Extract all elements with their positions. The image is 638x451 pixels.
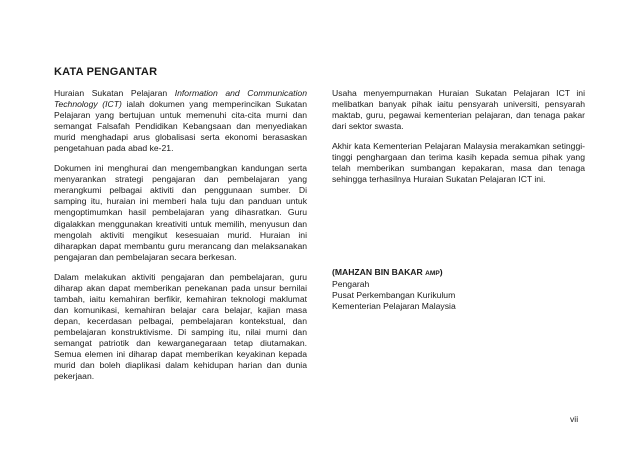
- intro-text-start: Huraian Sukatan Pelajaran: [54, 88, 175, 98]
- signatory-name-text: (MAHZAN BIN BAKAR: [332, 267, 426, 277]
- right-column: [332, 88, 585, 194]
- left-column: [54, 88, 307, 391]
- paragraph-document-purpose: Dokumen ini menghurai dan mengembangkan kandungan serta menyarankan strategi pengajaran dan pembelajaran yang merangkumi pelbagai aktiviti dan penggunaan sumber. Di samping itu, huraian ini memberi hala tuju dan panduan untuk mengoptimumkan hasil pembelajaran yang dihasratkan. Guru digalakkan menggunakan kreativiti untuk memilih, menyusun dan mengolah aktiviti mengikut kesesuaian murid. Huraian ini diharapkan dapat membantu guru merancang dan melaksanakan pengajaran dan pembelajaran secara berkesan.: [54, 163, 307, 262]
- signatory-name-close: ): [439, 267, 443, 277]
- signatory-department: Pusat Perkembangan Kurikulum: [332, 290, 456, 301]
- intro-text-end: ialah dokumen yang memperincikan Sukatan Pelajaran yang bertujuan untuk memenuhi cita-cita murni dan semangat Falsafah Pendidikan Kebangsaan dan menyediakan murid menghadapi arus globalisasi serta ekonomi berasaskan pengetahuan pada abad ke-21.: [54, 99, 307, 154]
- paragraph-intro: [54, 88, 307, 154]
- intro-subject-italic: Information and Communication Technology (ICT): [54, 88, 307, 110]
- signatory-name: [332, 267, 592, 279]
- signatory-ministry: Kementerian Pelajaran Malaysia: [332, 301, 456, 312]
- paragraph-teaching-emphasis: Dalam melakukan aktiviti pengajaran dan pembelajaran, guru diharap akan dapat memberikan penekanan pada unsur bernilai tambah, iaitu kemahiran berfikir, kemahiran teknologi maklumat dan komunikasi, kemahiran belajar cara belajar, kajian masa depan, kecerdasan pelbagai, pembelajaran kontekstual, dan pembelajaran konstruktivisme. Di samping itu, nilai murni dan semangat patriotik dan kewarganegaraan tetap diutamakan. Semua elemen ini diharap dapat memberikan keyakinan kepada murid dan boleh diaplikasi dalam kehidupan harian dan dunia pekerjaan.: [54, 271, 307, 382]
- signatory-honorific: AMP: [425, 270, 440, 277]
- paragraph-contributors: Usaha menyempurnakan Huraian Sukatan Pelajaran ICT ini melibatkan banyak pihak iaitu pensyarah universiti, pensyarah maktab, guru, pegawai kementerian pelajaran, dan tenaga pakar dari sektor swasta.: [332, 88, 585, 132]
- paragraph-acknowledgement: Akhir kata Kementerian Pelajaran Malaysia merakamkan setinggi-tinggi penghargaan dan terima kasih kepada semua pihak yang telah memberikan sumbangan kepakaran, masa dan tenaga sehingga terhasilnya Huraian Sukatan Pelajaran ICT ini.: [332, 141, 585, 185]
- page-number: vii: [570, 414, 579, 424]
- signature-block: [332, 267, 592, 312]
- signatory-title: Pengarah: [332, 279, 370, 290]
- page-heading: KATA PENGANTAR: [54, 66, 158, 78]
